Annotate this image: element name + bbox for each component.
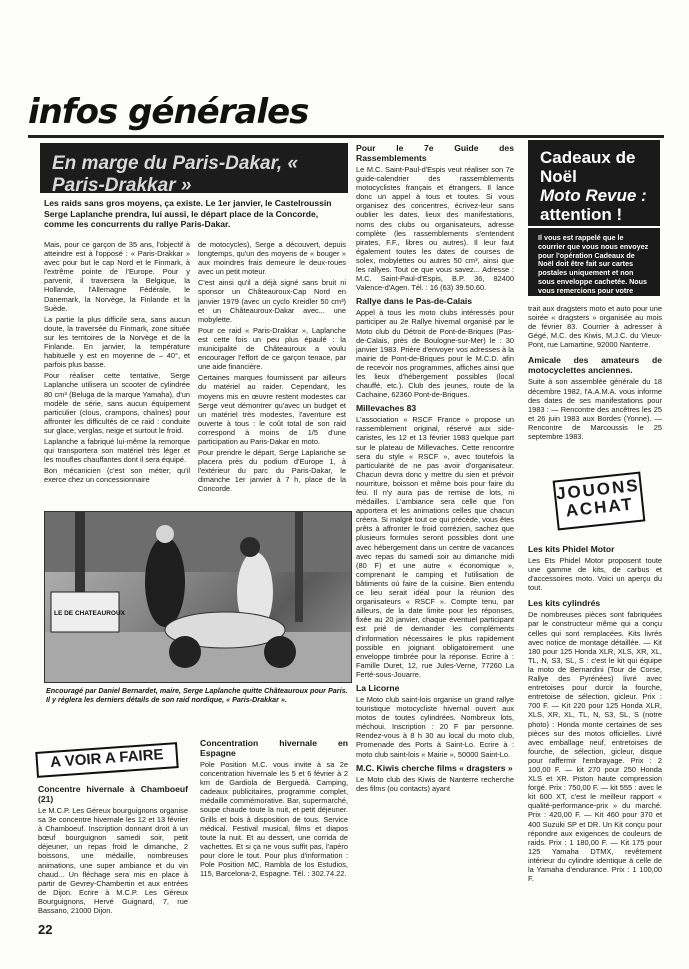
middle-column xyxy=(356,143,514,943)
paragraph: Les Ets Phidel Motor proposent toute une gamme de kits, de carbus et d'accessoires moto. Voici un aperçu du tout. xyxy=(528,556,662,593)
article-column-2 xyxy=(198,240,346,508)
paragraph: Bon mécanicien (c'est son métier, qu'il exerce chez un concessionnaire xyxy=(44,466,190,485)
paragraph: Pole Position M.C. vous invite à sa 2e concentration hivernale les 5 et 6 février à 2 km de Gardiola de Berguedà. Camping, cadeaux publicitaires, programme complet, médaille commémorative. Bar, supermarché, soupe chaude toute la nuit, et petit déjeuner. Grills et bois à disposition de tous. Service médical. Festival musical, films et diapos toute la nuit. Et au dessert, une corrida de vachettes. Et si ça ne vous suffit pas, l'apéro pour clore le tout. Pour plus d'information : Pole Position MC, Rambla de los Estudios, 115, Barcelona-2, Espagne. Tél. : 302.74.22. xyxy=(200,760,348,879)
jouons-achat-stamp: JOUONS ACHAT xyxy=(553,472,646,531)
paragraph: C'est ainsi qu'il a déjà signé sans bruit ni sponsor un Châteauroux-Cap Nord en janvier 1979 (avec un cyclo Kreidler 50 cm³) et un Châteauroux-Dakar avec... une mobylette. xyxy=(198,278,346,324)
heading-espagne: Concentration hivernale en Espagne xyxy=(200,738,348,758)
article-title: En marge du Paris-Dakar, « Paris-Drakkar » xyxy=(52,153,299,196)
heading-licorne: La Licorne xyxy=(356,682,400,693)
heading-kits-cylindres: Les kits cylindrés xyxy=(528,598,601,609)
paragraph: Pour réaliser cette tentative, Serge Laplanche utilisera un scooter de cylindrée 80 cm³ (Beluga de la marque Yamaha), d'un modèle de série, sans aucun équipement particulier (clous, crampons, chaînes) pour affronter les difficultés de ce raid : conduite sur glace, verglas, neige et surtout le froid. xyxy=(44,371,190,435)
heading-phidel: Les kits Phidel Motor xyxy=(528,544,615,554)
scooter-photo-art xyxy=(45,512,351,682)
paragraph: La partie la plus difficile sera, sans aucun doute, la traversée du Finmark, zone située sur les territoires de la Norvège et de la Finlande. En janvier, la température habituelle y est en moyenne de – 40°, et parfois plus basse. xyxy=(44,314,190,370)
paragraph: Pour prendre le départ, Serge Laplanche se placera près du podium d'Europe 1, à l'extérieur du parc du Paris-Dakar, le dimanche 1er janvier à 7 h, place de la Concorde. xyxy=(198,448,346,494)
heading-millevaches: Millevaches 83 xyxy=(356,403,417,414)
article-column-1 xyxy=(44,240,190,508)
paragraph: Le Moto club des Kiwis de Nanterre recherche des films (ou contacts) ayant xyxy=(356,774,514,793)
right-column-top xyxy=(528,304,662,464)
box-title-line2: Moto Revue : xyxy=(540,186,647,205)
box-title-line1: Cadeaux de Noël xyxy=(540,148,636,186)
paragraph: Certaines marques fournissent par ailleurs du matériel au raider. Cependant, les moyens mis en œuvre restent modestes car Serge veut démontrer qu'avec un budget et un matériel très modestes, l'aventure est ouverte à tous : le coût total de son raid correspond à moins de 1/5 d'une participation au Paris-Dakar en moto. xyxy=(198,373,346,446)
avoir-column-2 xyxy=(200,738,348,938)
photo-sign: LE DE CHATEAUROUX xyxy=(54,610,126,617)
right-column-bottom xyxy=(528,544,662,944)
heading-guide: Pour le 7e Guide des Rassemblements xyxy=(356,143,514,163)
section-title: infos générales xyxy=(28,92,309,132)
paragraph: Suite à son assemblée générale du 18 décembre 1982, l'A.A.M.A. vous informe des dates de ses manifestations pour 1983 : — Rencontre des ancêtres les 25 et 26 juin 1983 aux Bordes (Yonne). — Rencontre de Marcoussis le 25 septembre 1983. xyxy=(528,377,662,442)
a-voir-a-faire-stamp: A VOIR A FAIRE xyxy=(35,742,178,778)
article-banner xyxy=(40,143,348,196)
paragraph: De nombreuses pièces sont fabriquées par le constructeur même qui a conçu celles qui sont remplacées. Kits livrés avec notice de montage détaillée. — Kit 180 pour 125 Honda XLR, XLS, XR, XL, TL, N, S3, SL, S : c'est le kit qui équipe la moto de Bernardini (Tour de Corse, Rallye des Pyrénées) livré avec entretoises pour durcir la fourche, entretoise de sélection, gicleur. Prix : 700 F. — Kit 220 pour 125 Honda XLR, XLS, XR, XL, TL, N, S3, SL, S (notre photo) : Honda monte certaines de ses pièces sur des motos officielles. Livré avec emballage neuf, entretoises de fourche, de sélection, gicleur, disque pour raffermir l'embrayage. Prix : 2 100,00 F. — kit 270 pour 250 Honda XLS et XR. Piston haute compression forgé. Prix : 750,00 F. — kit 555 : avec le kit 600 XT, c'est le meilleur rapport « qualité-performance-prix » du marché. Prix : 420,00 F. — Kit 460 pour 370 et 400 Suzuki SP et DR. Un Kit conçu pour répondre aux exigences de couleurs de raids. Prix : 1 180,00 F. — Kit 175 pour 125 Yamaha DTMX, revêtement intérieur du cylindre identique à celle de la Yamaha d'endurance. Prix : 1 100,00 F. xyxy=(528,610,662,884)
paragraph: L'association « RSCF France » propose un rassemblement original, réservé aux side-caristes, les 12 et 13 février 1983 quelque part sur le plateau de Millevaches. Cette rencontre sera du style « RSCF », avec toutefois la particularité de ne pas avoir d'organisateur. Chacun devra donc y mettre du sien et prévoir nourriture, boisson et même bois pour faire du feu. Il n'y aura pas de remise de lots, ni médailles. L'ambiance sera celle que l'on apportera et les animations celles que chacun créera. Si malgré tout ce qui précède, vous êtes prêts à affronter le froid corrézien, sachez que plusieurs formules seront possibles dont une avec hébergement dans un centre de vacances avec repas du samedi soir au dimanche midi (80 F) et une autre « économique », comprenant le camping et l'utilisation de bâtiments où faire de la cuisine. Bien entendu ce lieu serait idéal pour la réunion des organisateurs « RSCF ». Compte tenu, par ailleurs, de la date limite pour les réponses, fixée au 20 janvier, chaque éventuel participant est prié de demander les compléments d'information nécessaires le plus rapidement possible en joignant obligatoirement une enveloppe timbrée pour la réponse. Ecrire à : Famille Duret, 12, rue Jules-Verne, 77260 La Ferté-sous-Jouarre. xyxy=(356,415,514,679)
heading-chamboeuf: Concentre hivernale à Chamboeuf (21) xyxy=(38,784,188,804)
paragraph: Laplanche a fabriqué lui-même la remorque qui transportera son matériel très léger et les moufles chauffantes dont il sera équipé. xyxy=(44,436,190,465)
article-lead: Les raids sans gros moyens, ça existe. Le 1er janvier, le Castelroussin Serge Laplanche prendra, lui aussi, le départ place de la Concorde, comme les concurrents du rallye Paris-Dakar. xyxy=(44,198,332,230)
paragraph: Le M.C. Saint-Paul-d'Espis veut réaliser son 7e guide-calendrier des rassemblements motocyclistes français et étrangers. Il lance donc un appel à tous et toutes. Si vous organisez des concentres, écrivez-leur sans oublier les dates, lieux des manifestations, noms des clubs ou organisateurs, adresse complète (les rassemblements s'entendent pirates, F.F., libres ou autres). Il leur faut également toutes les dates de courses de solex, mobylettes ou autres 50 cm³, ainsi que les rallyes. Tout ce que vous savez... Adresse : M.C. Saint-Paul-d'Espis, B.P. 36, 82400 Valence-d'Agen. Tél. : 16 (63) 39.50.60. xyxy=(356,165,514,293)
photo-caption: Encouragé par Daniel Bernardet, maire, Serge Laplanche quitte Châteauroux pour Paris. Il y réglera les derniers détails de son raid nordique, « Paris-Drakkar ». xyxy=(46,686,348,704)
paragraph: Pour ce raid « Paris-Drakkar », Laplanche est cette fois un peu plus épaulé : la municipalité de Châteauroux a voulu encourager l'effort de ce garçon tenace, par une aide financière. xyxy=(198,325,346,372)
heading-amicale: Amicale des amateurs de motocyclettes anciennes. xyxy=(528,355,662,376)
cadeaux-box-body: Il vous est rappelé que le courrier que vous nous envoyez pour l'opération Cadeaux de Noël doit être fait sur cartes postales uniquement et non sous enveloppe cachetée. Nous vous remercions pour votre compréhension. xyxy=(528,228,660,296)
paragraph: Appel à tous les moto clubs intéressés pour participer au 2e Rallye hivernal organisé par le Moto club du Détroit de Pont-de-Briques (Pas-de-Calais, près de Boulogne-sur-Mer) le : 30 janvier 1983. Prière d'envoyer vos adresses à la mairie de Pont-de-Briques pour le M.C.D. afin de recevoir nos programmes, affiches ainsi que les lieux d'hébergement possibles (local chauffé, etc.). Club des jeunes, route de la Cachaine, 62360 Pont-de-Briques. xyxy=(356,308,514,400)
box-title-line3: attention ! xyxy=(540,205,623,224)
avoir-column-1 xyxy=(38,784,188,924)
heading-rallye: Rallye dans le Pas-de-Calais xyxy=(356,296,473,307)
paragraph: de motocycles), Serge a découvert, depuis longtemps, qu'un des moyens de « bouger » aux moindres frais demeure le deux-roues avec un petit moteur. xyxy=(198,240,346,277)
paragraph: Mais, pour ce garçon de 35 ans, l'objectif à atteindre est à l'opposé : « Paris-Drakkar » avec pour but le cap Nord et le Finmark, à l'extrême pointe de l'Europe. Pour y parvenir, il traversera la Belgique, la Hollande, l'Allemagne Fédérale, le Danemark, la Norvège, la Finlande et la Suède. xyxy=(44,240,190,313)
paragraph: Le Moto club saint-lois organise un grand rallye touristique motocycliste hivernal ouvert aux motos de toutes cylindrées. Nombreux lots, méchoui. Inscription : 20 F par personne. Rendez-vous à 8 h 30 au local du moto club, Promenade des Ports à Saint-Lo. Ecrire à : moto club saint-lois « Mairie », 50000 Saint-Lo. xyxy=(356,694,514,759)
scooter-photo xyxy=(44,511,352,683)
paragraph: Le M.C.P. Les Géreux bourguignons organise sa 3e concentre hivernale les 12 et 13 février à Chamboeuf. Inscription donnant droit à un bœuf bourguignon samedi soir, petit déjeuner, un repas froid le dimanche, 2 boissons, une médaille, nombreuses animations, une super ambiance et du vin chaud... Un fléchage sera mis en place à partir de Gevrey-Chambertin et aux entrées de Dijon. Ecrire à M.C.P. Les Géreux Bourguignons, Hervé Guignard, 7, rue Bassano, 21000 Dijon. xyxy=(38,806,188,916)
heading-kiwis: M.C. Kiwis cherche films « dragsters » xyxy=(356,762,513,773)
page-number: 22 xyxy=(38,922,53,937)
cadeaux-box-header xyxy=(528,140,660,226)
paragraph: trait aux dragsters moto et auto pour une soirée « dragsters » organisée au mois de février 83. Courrier à adresser à Gégé, M.C. des Kiwis, M.J.C. du Vieux-Pont, rue Lamartine, 92000 Nanterre. xyxy=(528,304,662,350)
header-rule xyxy=(28,135,664,138)
